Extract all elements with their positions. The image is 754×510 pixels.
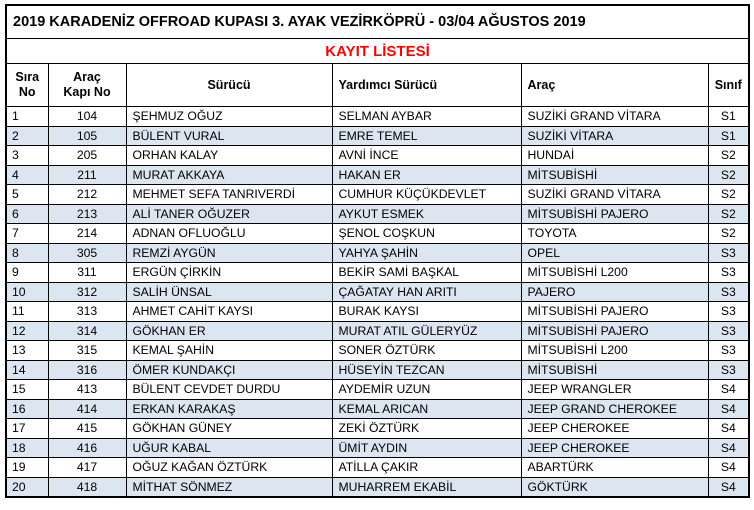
header-sira-line1: Sıra — [15, 70, 40, 84]
cell-sira-no: 17 — [6, 419, 48, 439]
cell-yardimci: BEKİR SAMİ BAŞKAL — [332, 263, 521, 283]
cell-sinif: S1 — [708, 126, 749, 146]
cell-sira-no: 18 — [6, 438, 48, 458]
table-row — [6, 380, 749, 400]
cell-sinif: S2 — [708, 224, 749, 244]
cell-kapi-no: 312 — [48, 282, 126, 302]
cell-kapi-no: 315 — [48, 341, 126, 361]
cell-sinif: S4 — [708, 458, 749, 478]
cell-sira-no: 4 — [6, 165, 48, 185]
cell-sinif: S4 — [708, 438, 749, 458]
cell-kapi-no: 313 — [48, 302, 126, 322]
cell-sira-no: 10 — [6, 282, 48, 302]
cell-kapi-no: 314 — [48, 321, 126, 341]
cell-arac: JEEP CHEROKEE — [521, 438, 708, 458]
table-row — [6, 204, 749, 224]
cell-sinif: S2 — [708, 204, 749, 224]
cell-arac: GÖKTÜRK — [521, 477, 708, 497]
cell-kapi-no: 211 — [48, 165, 126, 185]
cell-yardimci: ŞENOL COŞKUN — [332, 224, 521, 244]
cell-yardimci: ÇAĞATAY HAN ARITI — [332, 282, 521, 302]
cell-sinif: S2 — [708, 185, 749, 205]
table-row — [6, 438, 749, 458]
header-kapi-line1: Araç — [73, 70, 101, 84]
cell-kapi-no: 105 — [48, 126, 126, 146]
cell-kapi-no: 316 — [48, 360, 126, 380]
list-subtitle: KAYIT LİSTESİ — [6, 39, 749, 64]
cell-surucu: ORHAN KALAY — [126, 146, 332, 166]
table-row — [6, 341, 749, 361]
header-sinif: Sınıf — [708, 64, 749, 107]
cell-sira-no: 7 — [6, 224, 48, 244]
cell-kapi-no: 417 — [48, 458, 126, 478]
cell-sira-no: 15 — [6, 380, 48, 400]
header-kapi-line2: Kapı No — [63, 85, 111, 99]
cell-arac: MİTSUBİSHİ PAJERO — [521, 302, 708, 322]
table-row — [6, 399, 749, 419]
cell-yardimci: AYDEMİR UZUN — [332, 380, 521, 400]
header-arac: Araç — [521, 64, 708, 107]
cell-sinif: S4 — [708, 477, 749, 497]
cell-surucu: ŞEHMUZ OĞUZ — [126, 107, 332, 127]
cell-kapi-no: 213 — [48, 204, 126, 224]
cell-arac: MİTSUBİSHİ L200 — [521, 263, 708, 283]
cell-surucu: KEMAL ŞAHİN — [126, 341, 332, 361]
cell-surucu: MİTHAT SÖNMEZ — [126, 477, 332, 497]
cell-sinif: S3 — [708, 302, 749, 322]
cell-sira-no: 12 — [6, 321, 48, 341]
table-row — [6, 458, 749, 478]
cell-arac: SUZİKİ VİTARA — [521, 126, 708, 146]
table-row — [6, 126, 749, 146]
registration-sheet — [5, 4, 748, 498]
cell-yardimci: EMRE TEMEL — [332, 126, 521, 146]
cell-yardimci: BURAK KAYSI — [332, 302, 521, 322]
cell-surucu: UĞUR KABAL — [126, 438, 332, 458]
table-row — [6, 243, 749, 263]
table-row — [6, 146, 749, 166]
cell-surucu: SALİH ÜNSAL — [126, 282, 332, 302]
registration-table — [5, 4, 750, 498]
document-title: 2019 KARADENİZ OFFROAD KUPASI 3. AYAK VEZİRKÖPRÜ - 03/04 AĞUSTOS 2019 — [6, 5, 749, 39]
cell-yardimci: ZEKİ ÖZTÜRK — [332, 419, 521, 439]
cell-arac: MİTSUBİSHİ — [521, 360, 708, 380]
cell-arac: MİTSUBİSHİ PAJERO — [521, 204, 708, 224]
cell-arac: OPEL — [521, 243, 708, 263]
cell-sira-no: 20 — [6, 477, 48, 497]
cell-sinif: S3 — [708, 360, 749, 380]
cell-sira-no: 1 — [6, 107, 48, 127]
header-row — [6, 64, 749, 107]
cell-kapi-no: 416 — [48, 438, 126, 458]
cell-sinif: S4 — [708, 419, 749, 439]
cell-sinif: S1 — [708, 107, 749, 127]
cell-yardimci: HÜSEYİN TEZCAN — [332, 360, 521, 380]
table-row — [6, 321, 749, 341]
cell-yardimci: AYKUT ESMEK — [332, 204, 521, 224]
cell-surucu: REMZİ AYGÜN — [126, 243, 332, 263]
cell-arac: JEEP WRANGLER — [521, 380, 708, 400]
cell-sira-no: 13 — [6, 341, 48, 361]
header-kapi-no — [48, 64, 126, 107]
cell-sira-no: 19 — [6, 458, 48, 478]
cell-arac: ABARTÜRK — [521, 458, 708, 478]
table-body — [6, 107, 749, 498]
cell-arac: SUZİKİ GRAND VİTARA — [521, 107, 708, 127]
cell-sira-no: 8 — [6, 243, 48, 263]
cell-sinif: S3 — [708, 243, 749, 263]
cell-sinif: S3 — [708, 321, 749, 341]
cell-sinif: S3 — [708, 263, 749, 283]
cell-arac: MİTSUBİSHİ L200 — [521, 341, 708, 361]
cell-sira-no: 14 — [6, 360, 48, 380]
cell-arac: JEEP CHEROKEE — [521, 419, 708, 439]
cell-sinif: S3 — [708, 282, 749, 302]
cell-yardimci: SONER ÖZTÜRK — [332, 341, 521, 361]
cell-kapi-no: 415 — [48, 419, 126, 439]
cell-kapi-no: 414 — [48, 399, 126, 419]
cell-kapi-no: 413 — [48, 380, 126, 400]
cell-kapi-no: 104 — [48, 107, 126, 127]
table-row — [6, 185, 749, 205]
cell-surucu: BÜLENT VURAL — [126, 126, 332, 146]
cell-surucu: OĞUZ KAĞAN ÖZTÜRK — [126, 458, 332, 478]
cell-yardimci: HAKAN ER — [332, 165, 521, 185]
cell-sira-no: 6 — [6, 204, 48, 224]
table-row — [6, 302, 749, 322]
cell-sinif: S4 — [708, 399, 749, 419]
cell-sira-no: 11 — [6, 302, 48, 322]
cell-sira-no: 16 — [6, 399, 48, 419]
header-sira-line2: No — [18, 85, 36, 99]
header-sira-no — [6, 64, 48, 107]
cell-surucu: GÖKHAN ER — [126, 321, 332, 341]
table-row — [6, 224, 749, 244]
cell-sinif: S3 — [708, 341, 749, 361]
cell-yardimci: CUMHUR KÜÇÜKDEVLET — [332, 185, 521, 205]
cell-sira-no: 3 — [6, 146, 48, 166]
table-row — [6, 263, 749, 283]
cell-yardimci: MUHARREM EKABİL — [332, 477, 521, 497]
cell-yardimci: AVNİ İNCE — [332, 146, 521, 166]
table-row — [6, 477, 749, 497]
cell-yardimci: YAHYA ŞAHİN — [332, 243, 521, 263]
cell-sira-no: 5 — [6, 185, 48, 205]
cell-surucu: GÖKHAN GÜNEY — [126, 419, 332, 439]
cell-sinif: S4 — [708, 380, 749, 400]
cell-arac: MİTSUBİSHİ PAJERO — [521, 321, 708, 341]
cell-yardimci: SELMAN AYBAR — [332, 107, 521, 127]
cell-surucu: ALİ TANER OĞUZER — [126, 204, 332, 224]
cell-sira-no: 2 — [6, 126, 48, 146]
cell-surucu: ADNAN OFLUOĞLU — [126, 224, 332, 244]
table-row — [6, 360, 749, 380]
cell-surucu: ERGÜN ÇİRKİN — [126, 263, 332, 283]
cell-arac: MİTSUBİSHİ — [521, 165, 708, 185]
cell-kapi-no: 205 — [48, 146, 126, 166]
cell-kapi-no: 311 — [48, 263, 126, 283]
header-surucu: Sürücü — [126, 64, 332, 107]
cell-yardimci: MURAT ATIL GÜLERYÜZ — [332, 321, 521, 341]
header-yardimci: Yardımcı Sürücü — [332, 64, 521, 107]
table-row — [6, 165, 749, 185]
cell-kapi-no: 214 — [48, 224, 126, 244]
cell-sinif: S2 — [708, 146, 749, 166]
cell-yardimci: ÜMİT AYDIN — [332, 438, 521, 458]
cell-kapi-no: 305 — [48, 243, 126, 263]
cell-arac: JEEP GRAND CHEROKEE — [521, 399, 708, 419]
table-row — [6, 282, 749, 302]
cell-surucu: MEHMET SEFA TANRIVERDİ — [126, 185, 332, 205]
cell-surucu: ERKAN KARAKAŞ — [126, 399, 332, 419]
cell-yardimci: ATİLLA ÇAKIR — [332, 458, 521, 478]
cell-arac: TOYOTA — [521, 224, 708, 244]
cell-arac: HUNDAİ — [521, 146, 708, 166]
cell-kapi-no: 212 — [48, 185, 126, 205]
cell-arac: PAJERO — [521, 282, 708, 302]
table-row — [6, 107, 749, 127]
cell-yardimci: KEMAL ARICAN — [332, 399, 521, 419]
cell-surucu: AHMET CAHİT KAYSI — [126, 302, 332, 322]
cell-surucu: BÜLENT CEVDET DURDU — [126, 380, 332, 400]
table-row — [6, 419, 749, 439]
cell-surucu: MURAT AKKAYA — [126, 165, 332, 185]
cell-kapi-no: 418 — [48, 477, 126, 497]
cell-sinif: S2 — [708, 165, 749, 185]
cell-surucu: ÖMER KUNDAKÇI — [126, 360, 332, 380]
cell-sira-no: 9 — [6, 263, 48, 283]
cell-arac: SUZİKİ GRAND VİTARA — [521, 185, 708, 205]
